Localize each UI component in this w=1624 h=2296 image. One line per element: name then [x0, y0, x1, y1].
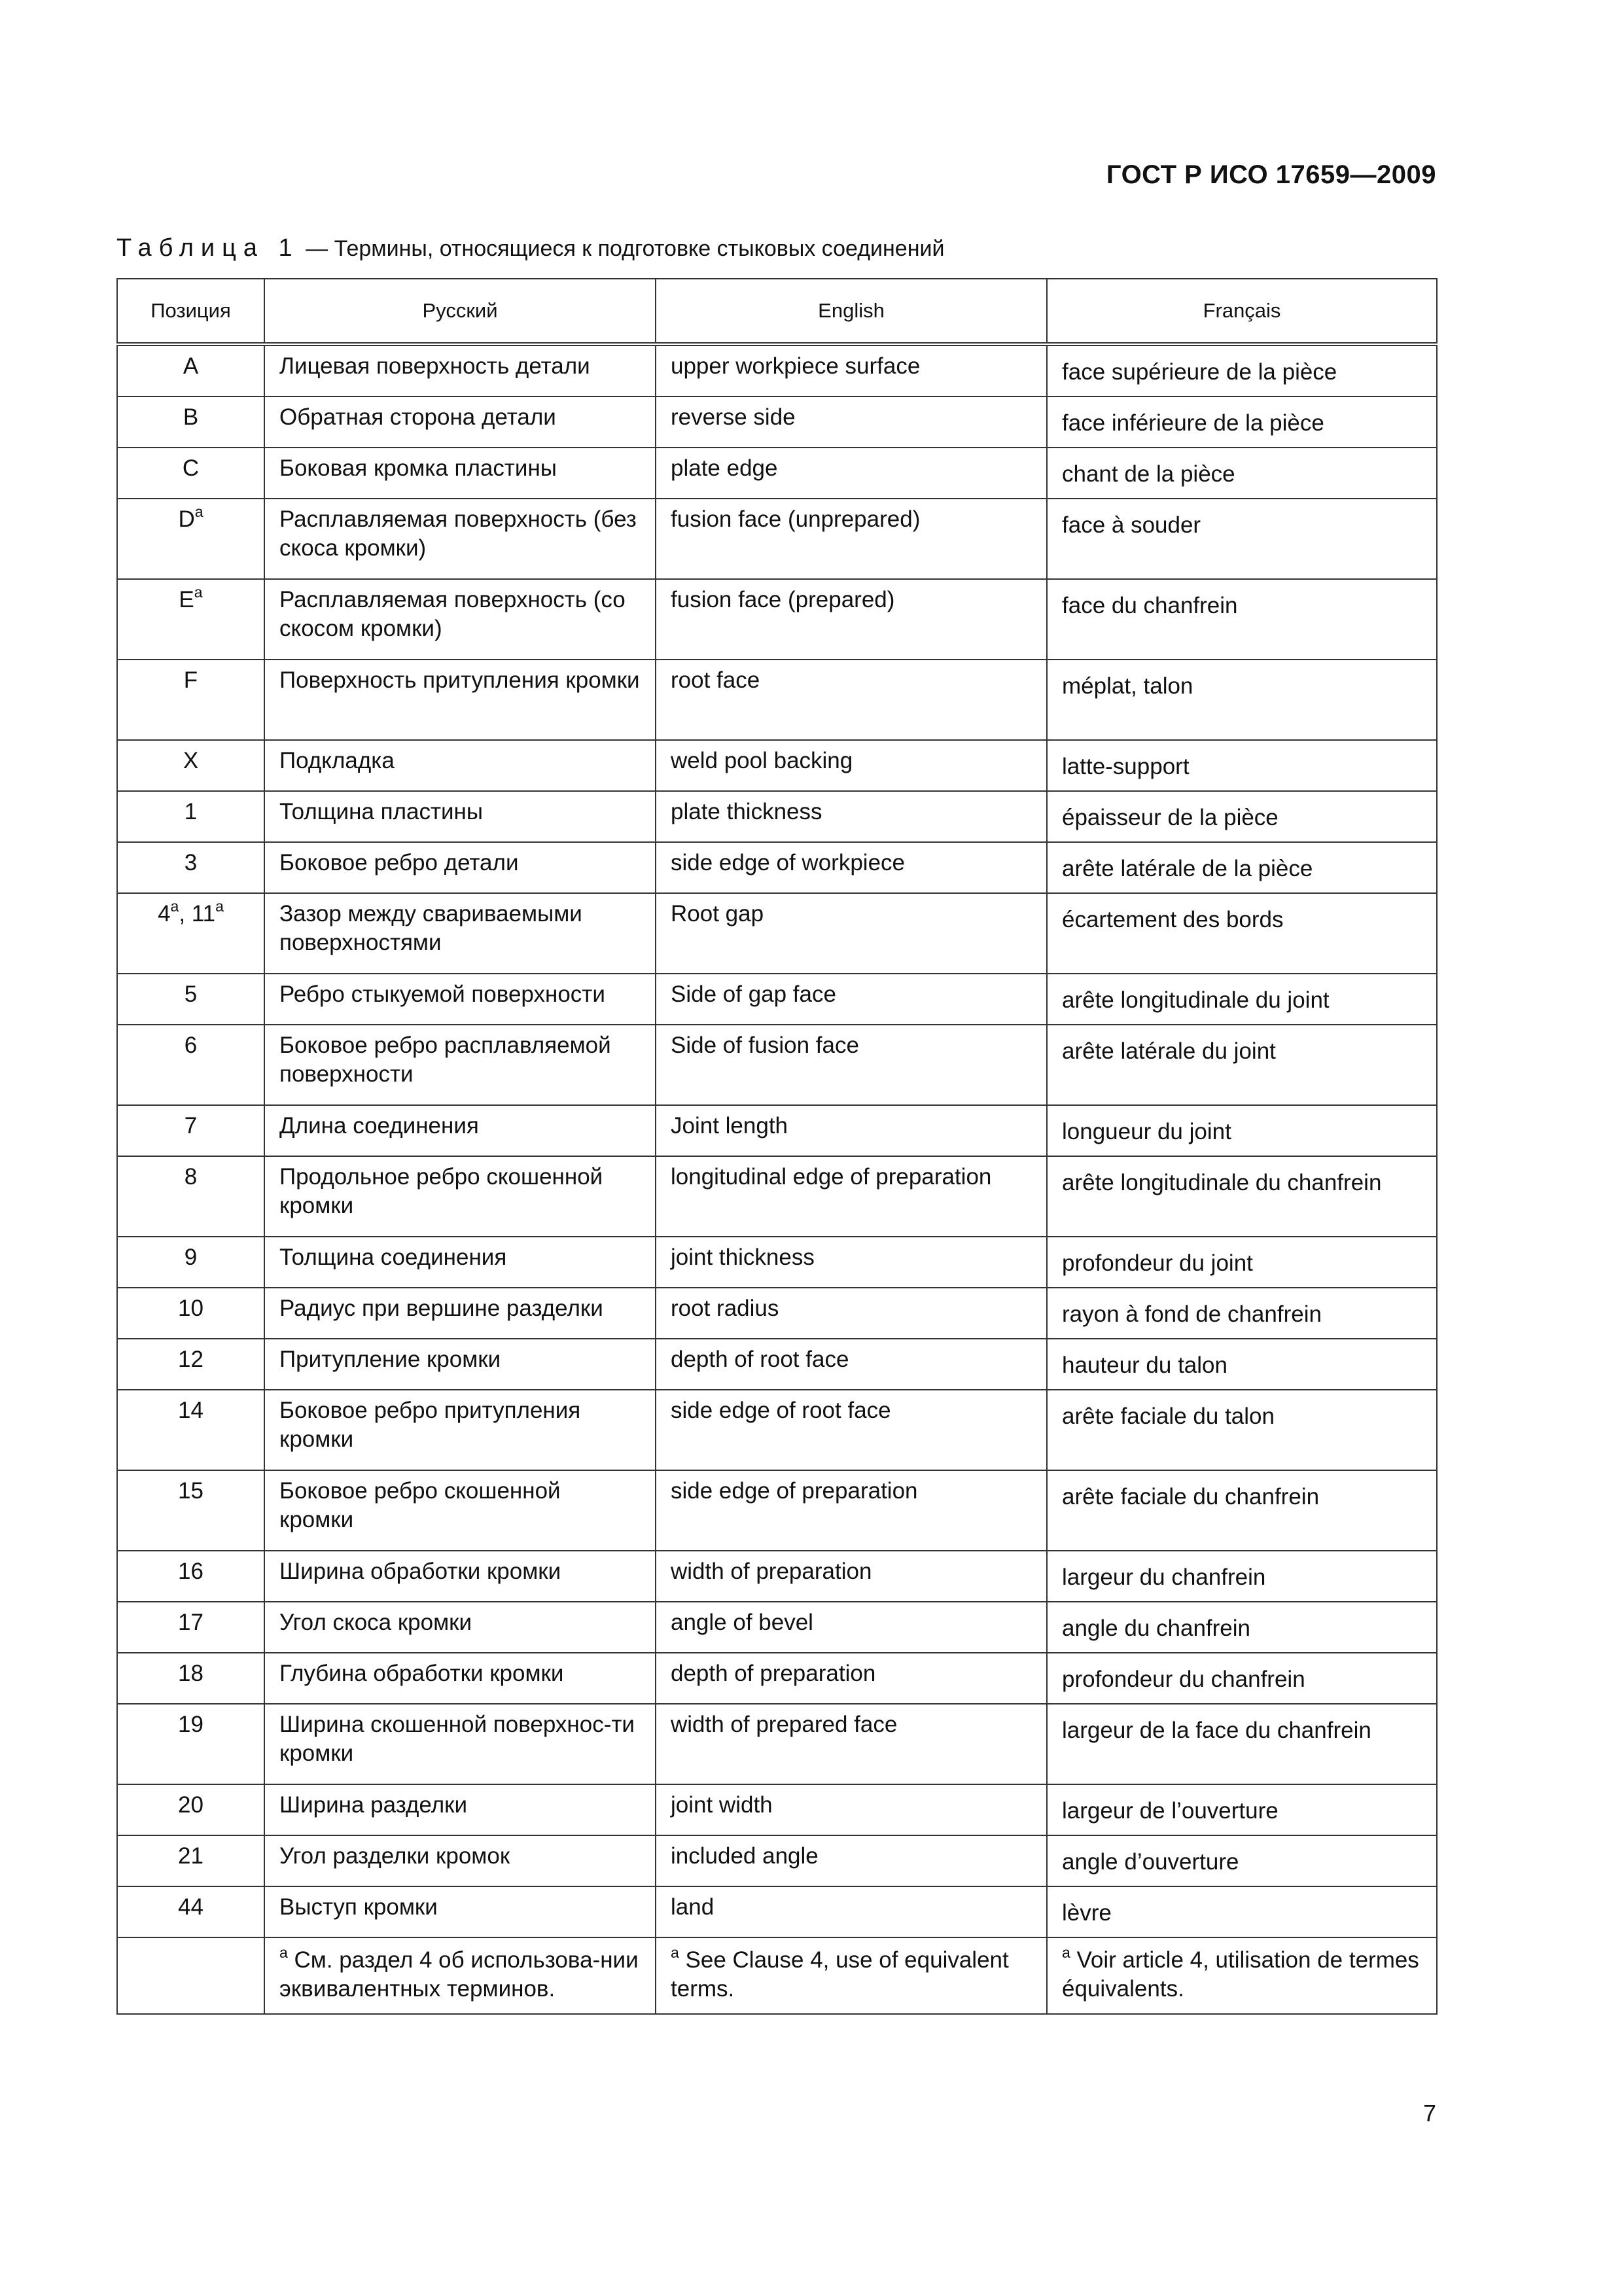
- table-row: [117, 1339, 1437, 1390]
- position-code: 15: [178, 1478, 203, 1504]
- position-code: 10: [178, 1296, 203, 1321]
- english-term-cell: joint width: [656, 1784, 1047, 1835]
- russian-term-cell: Толщина соединения: [264, 1237, 656, 1288]
- position-code: 16: [178, 1559, 203, 1584]
- position-code: 9: [184, 1245, 198, 1270]
- table-body: [117, 344, 1437, 2014]
- russian-term-cell: Лицевая поверхность детали: [264, 344, 656, 397]
- english-term-cell: plate thickness: [656, 791, 1047, 842]
- russian-term-cell: Выступ кромки: [264, 1886, 656, 1937]
- russian-term-cell: Подкладка: [264, 740, 656, 791]
- footnote-empty-cell: [117, 1937, 264, 2014]
- position-code-extra: , 11: [179, 901, 216, 927]
- russian-term-cell: Боковое ребро детали: [264, 842, 656, 893]
- russian-term-cell: Продольное ребро скошенной кромки: [264, 1156, 656, 1237]
- table-row: [117, 397, 1437, 448]
- footnote-marker: a: [215, 898, 224, 915]
- french-term-cell: arête latérale de la pièce: [1047, 842, 1437, 893]
- footnote-marker: a: [1062, 1944, 1070, 1961]
- position-code: X: [183, 748, 199, 773]
- russian-term-cell: Поверхность притупления кромки: [264, 660, 656, 740]
- russian-term-cell: Глубина обработки кромки: [264, 1653, 656, 1704]
- footnote-text: See Clause 4, use of equivalent terms.: [671, 1947, 1009, 2002]
- russian-term-cell: Боковое ребро скошенной кромки: [264, 1470, 656, 1551]
- english-term-cell: land: [656, 1886, 1047, 1937]
- table-row: [117, 499, 1437, 579]
- russian-term-cell: Ребро стыкуемой поверхности: [264, 974, 656, 1025]
- french-term-cell: chant de la pièce: [1047, 448, 1437, 499]
- position-cell: [117, 499, 264, 579]
- position-cell: [117, 344, 264, 397]
- russian-term-cell: Длина соединения: [264, 1105, 656, 1156]
- english-term-cell: included angle: [656, 1835, 1047, 1886]
- table-row: [117, 1156, 1437, 1237]
- russian-term-cell: Расплавляемая поверхность (со скосом кромки): [264, 579, 656, 660]
- english-term-cell: fusion face (unprepared): [656, 499, 1047, 579]
- position-code: 21: [178, 1843, 203, 1869]
- french-term-cell: profondeur du joint: [1047, 1237, 1437, 1288]
- position-cell: [117, 579, 264, 660]
- table-row: [117, 842, 1437, 893]
- position-code: E: [179, 587, 194, 612]
- table-header-row: [117, 279, 1437, 344]
- french-term-cell: arête longitudinale du joint: [1047, 974, 1437, 1025]
- position-cell: [117, 1156, 264, 1237]
- terms-table: [116, 278, 1438, 2015]
- french-term-cell: latte-support: [1047, 740, 1437, 791]
- position-cell: [117, 1835, 264, 1886]
- table-caption: [116, 234, 944, 262]
- russian-term-cell: Толщина пластины: [264, 791, 656, 842]
- table-row: [117, 1237, 1437, 1288]
- position-cell: [117, 1704, 264, 1784]
- french-term-cell: épaisseur de la pièce: [1047, 791, 1437, 842]
- position-code: 5: [184, 981, 198, 1007]
- table-row: [117, 1551, 1437, 1602]
- english-term-cell: side edge of root face: [656, 1390, 1047, 1470]
- english-term-cell: upper workpiece surface: [656, 344, 1047, 397]
- position-cell: [117, 1784, 264, 1835]
- footnote-row: [117, 1937, 1437, 2014]
- english-term-cell: root face: [656, 660, 1047, 740]
- position-code: 14: [178, 1398, 203, 1423]
- english-term-cell: longitudinal edge of preparation: [656, 1156, 1047, 1237]
- english-term-cell: joint thickness: [656, 1237, 1047, 1288]
- position-cell: [117, 1339, 264, 1390]
- french-term-cell: rayon à fond de chanfrein: [1047, 1288, 1437, 1339]
- russian-term-cell: Боковая кромка пластины: [264, 448, 656, 499]
- position-cell: [117, 893, 264, 974]
- english-term-cell: plate edge: [656, 448, 1047, 499]
- russian-term-cell: Притупление кромки: [264, 1339, 656, 1390]
- russian-term-cell: Боковое ребро притупления кромки: [264, 1390, 656, 1470]
- position-cell: [117, 740, 264, 791]
- russian-term-cell: Ширина разделки: [264, 1784, 656, 1835]
- table-row: [117, 1835, 1437, 1886]
- french-term-cell: profondeur du chanfrein: [1047, 1653, 1437, 1704]
- table-row: [117, 1886, 1437, 1937]
- french-term-cell: méplat, talon: [1047, 660, 1437, 740]
- table-row: [117, 1470, 1437, 1551]
- english-term-cell: side edge of preparation: [656, 1470, 1047, 1551]
- french-term-cell: angle du chanfrein: [1047, 1602, 1437, 1653]
- english-term-cell: angle of bevel: [656, 1602, 1047, 1653]
- column-header-french: Français: [1047, 279, 1437, 344]
- russian-term-cell: Радиус при вершине разделки: [264, 1288, 656, 1339]
- table-row: [117, 1784, 1437, 1835]
- english-term-cell: Side of fusion face: [656, 1025, 1047, 1105]
- table-row: [117, 974, 1437, 1025]
- footnote-marker: a: [671, 1944, 679, 1961]
- french-term-cell: largeur du chanfrein: [1047, 1551, 1437, 1602]
- french-term-cell: hauteur du talon: [1047, 1339, 1437, 1390]
- russian-term-cell: Зазор между свариваемыми поверхностями: [264, 893, 656, 974]
- position-code: 6: [184, 1033, 198, 1058]
- english-term-cell: weld pool backing: [656, 740, 1047, 791]
- position-cell: [117, 1653, 264, 1704]
- table-row: [117, 1602, 1437, 1653]
- position-cell: [117, 974, 264, 1025]
- french-term-cell: arête faciale du talon: [1047, 1390, 1437, 1470]
- english-term-cell: width of preparation: [656, 1551, 1047, 1602]
- position-cell: [117, 842, 264, 893]
- position-code: 19: [178, 1712, 203, 1737]
- position-code: 20: [178, 1792, 203, 1818]
- footnote-fr-cell: [1047, 1937, 1437, 2014]
- position-cell: [117, 1105, 264, 1156]
- table-row: [117, 579, 1437, 660]
- position-code: A: [183, 353, 199, 379]
- column-header-russian: Русский: [264, 279, 656, 344]
- french-term-cell: face du chanfrein: [1047, 579, 1437, 660]
- english-term-cell: width of prepared face: [656, 1704, 1047, 1784]
- french-term-cell: largeur de l’ouverture: [1047, 1784, 1437, 1835]
- column-header-english: English: [656, 279, 1047, 344]
- position-cell: [117, 1288, 264, 1339]
- position-code: 3: [184, 850, 198, 875]
- table-row: [117, 893, 1437, 974]
- position-cell: [117, 1551, 264, 1602]
- french-term-cell: face à souder: [1047, 499, 1437, 579]
- position-cell: [117, 1390, 264, 1470]
- position-code: 1: [184, 799, 198, 824]
- russian-term-cell: Угол разделки кромок: [264, 1835, 656, 1886]
- table-row: [117, 791, 1437, 842]
- russian-term-cell: Ширина скошенной поверхнос-ти кромки: [264, 1704, 656, 1784]
- english-term-cell: fusion face (prepared): [656, 579, 1047, 660]
- position-code: 44: [178, 1894, 203, 1920]
- table-row: [117, 1704, 1437, 1784]
- table-row: [117, 1653, 1437, 1704]
- position-code: B: [183, 404, 199, 430]
- position-code: C: [182, 455, 200, 481]
- table-row: [117, 660, 1437, 740]
- position-code: 12: [178, 1347, 203, 1372]
- table-caption-label: Таблица 1: [116, 234, 300, 262]
- english-term-cell: Root gap: [656, 893, 1047, 974]
- column-header-position: Позиция: [117, 279, 264, 344]
- position-code: 17: [178, 1610, 203, 1635]
- english-term-cell: reverse side: [656, 397, 1047, 448]
- english-term-cell: Joint length: [656, 1105, 1047, 1156]
- russian-term-cell: Расплавляемая поверхность (без скоса кромки): [264, 499, 656, 579]
- french-term-cell: largeur de la face du chanfrein: [1047, 1704, 1437, 1784]
- position-code: 18: [178, 1661, 203, 1686]
- french-term-cell: arête longitudinale du chanfrein: [1047, 1156, 1437, 1237]
- position-cell: [117, 1237, 264, 1288]
- english-term-cell: depth of preparation: [656, 1653, 1047, 1704]
- position-cell: [117, 791, 264, 842]
- position-code: 8: [184, 1164, 198, 1190]
- position-code: D: [178, 506, 195, 532]
- position-code: F: [183, 667, 198, 693]
- french-term-cell: arête latérale du joint: [1047, 1025, 1437, 1105]
- position-cell: [117, 1470, 264, 1551]
- french-term-cell: lèvre: [1047, 1886, 1437, 1937]
- english-term-cell: Side of gap face: [656, 974, 1047, 1025]
- footnote-marker: a: [194, 584, 203, 601]
- table-row: [117, 1390, 1437, 1470]
- footnote-text: Voir article 4, utilisation de termes équivalents.: [1062, 1947, 1419, 2002]
- english-term-cell: depth of root face: [656, 1339, 1047, 1390]
- footnote-ru-cell: [264, 1937, 656, 2014]
- french-term-cell: face supérieure de la pièce: [1047, 344, 1437, 397]
- table-row: [117, 740, 1437, 791]
- position-cell: [117, 448, 264, 499]
- french-term-cell: écartement des bords: [1047, 893, 1437, 974]
- french-term-cell: arête faciale du chanfrein: [1047, 1470, 1437, 1551]
- french-term-cell: face inférieure de la pièce: [1047, 397, 1437, 448]
- page-number: 7: [1422, 2100, 1436, 2127]
- position-cell: [117, 1602, 264, 1653]
- position-code: 4: [158, 901, 171, 927]
- position-cell: [117, 1886, 264, 1937]
- position-code: 7: [184, 1113, 198, 1139]
- table-row: [117, 1025, 1437, 1105]
- english-term-cell: root radius: [656, 1288, 1047, 1339]
- table-row: [117, 448, 1437, 499]
- document-code: ГОСТ Р ИСО 17659—2009: [1106, 160, 1436, 189]
- footnote-marker: a: [279, 1944, 288, 1961]
- footnote-marker: a: [170, 898, 179, 915]
- position-cell: [117, 397, 264, 448]
- position-cell: [117, 1025, 264, 1105]
- footnote-text: См. раздел 4 об использова-нии эквивалентных терминов.: [279, 1947, 639, 2002]
- russian-term-cell: Обратная сторона детали: [264, 397, 656, 448]
- russian-term-cell: Ширина обработки кромки: [264, 1551, 656, 1602]
- russian-term-cell: Угол скоса кромки: [264, 1602, 656, 1653]
- table-row: [117, 1105, 1437, 1156]
- table-caption-text: — Термины, относящиеся к подготовке стыковых соединений: [299, 236, 945, 261]
- english-term-cell: side edge of workpiece: [656, 842, 1047, 893]
- french-term-cell: longueur du joint: [1047, 1105, 1437, 1156]
- footnote-marker: a: [194, 503, 203, 520]
- russian-term-cell: Боковое ребро расплавляемой поверхности: [264, 1025, 656, 1105]
- footnote-en-cell: [656, 1937, 1047, 2014]
- table-row: [117, 344, 1437, 397]
- position-cell: [117, 660, 264, 740]
- table-row: [117, 1288, 1437, 1339]
- french-term-cell: angle d’ouverture: [1047, 1835, 1437, 1886]
